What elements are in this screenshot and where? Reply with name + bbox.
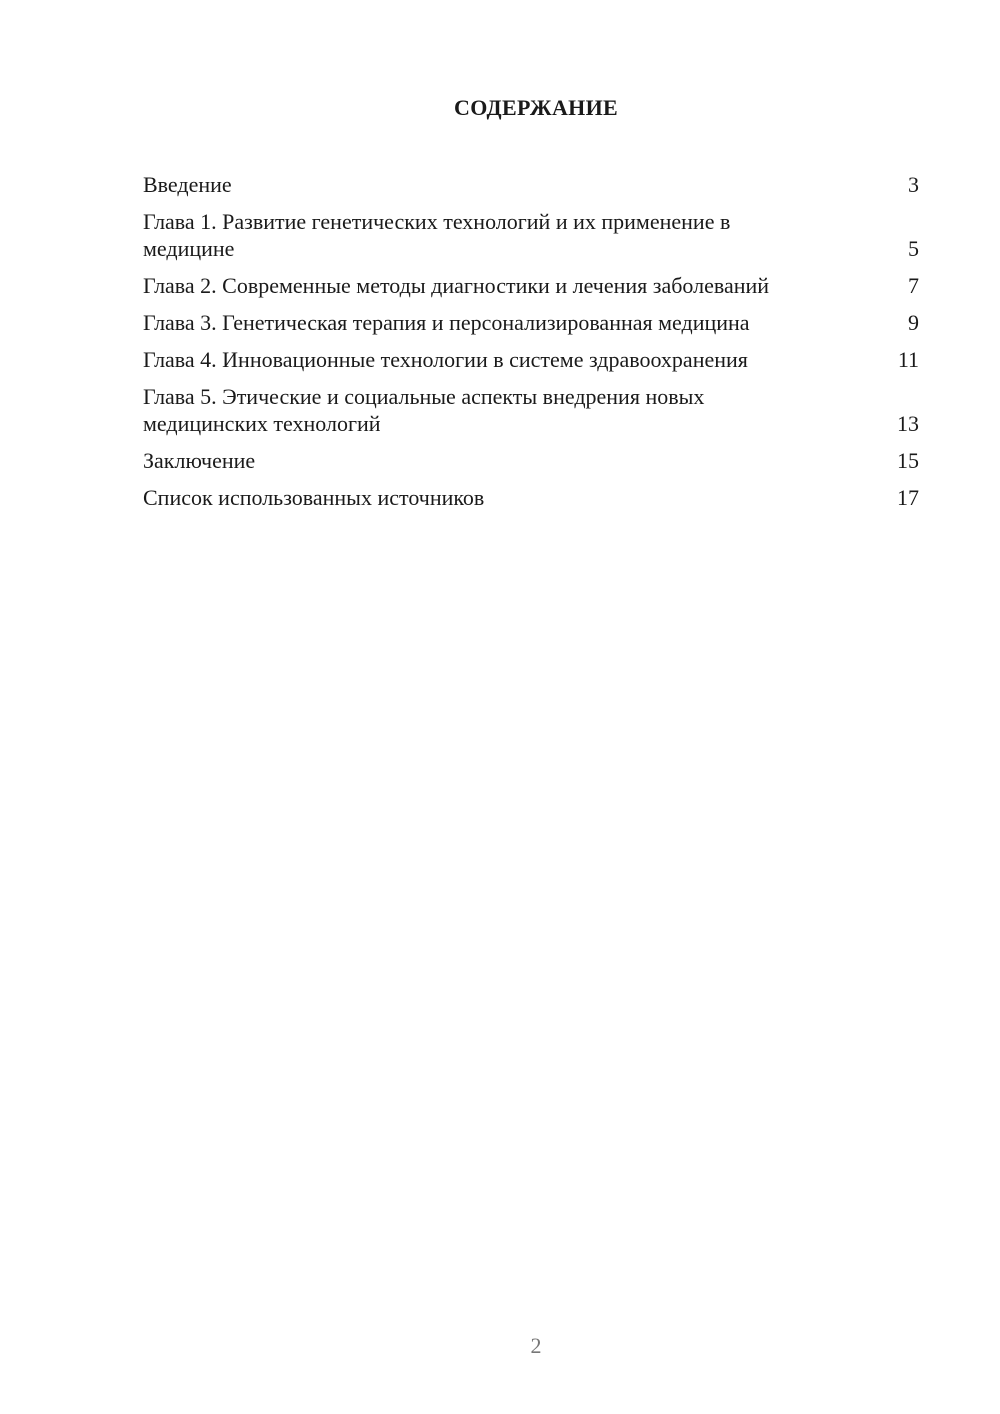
toc-entry-text: Введение [143,172,232,197]
toc-entry-text: Глава 3. Генетическая терапия и персонализированная медицина [143,310,750,335]
toc-entry-conclusion [143,447,919,474]
toc-entry-text: Список использованных источников [143,485,485,510]
toc-entry-chapter-3 [143,309,919,336]
toc-entry-chapter-5 [143,383,919,437]
toc-entry-text: Глава 1. Развитие генетических технологий и их применение в медицине [143,209,731,261]
toc-entry-page: 13 [897,411,919,436]
toc-entry-chapter-4 [143,346,919,373]
toc-entry-references [143,484,919,511]
toc-entry-chapter-1 [143,208,919,262]
toc-entry-chapter-2 [143,272,919,299]
page-title: СОДЕРЖАНИЕ [454,95,618,120]
toc-entry-text: Глава 4. Инновационные технологии в системе здравоохранения [143,347,748,372]
table-of-contents [143,171,919,521]
toc-entry-page: 3 [908,172,919,197]
toc-entry-page: 11 [897,347,919,372]
toc-entry-page: 17 [897,485,919,510]
toc-entry-page: 7 [908,273,919,298]
page-number: 2 [530,1333,542,1358]
toc-entry-page: 5 [908,236,919,261]
toc-entry-page: 15 [897,448,919,473]
toc-entry-page: 9 [908,310,919,335]
toc-entry-text: Глава 2. Современные методы диагностики и лечения заболеваний [143,273,770,298]
toc-entry-introduction [143,171,919,198]
toc-entry-text: Заключение [143,448,256,473]
toc-entry-text: Глава 5. Этические и социальные аспекты внедрения новых медицинских технологий [143,384,705,436]
